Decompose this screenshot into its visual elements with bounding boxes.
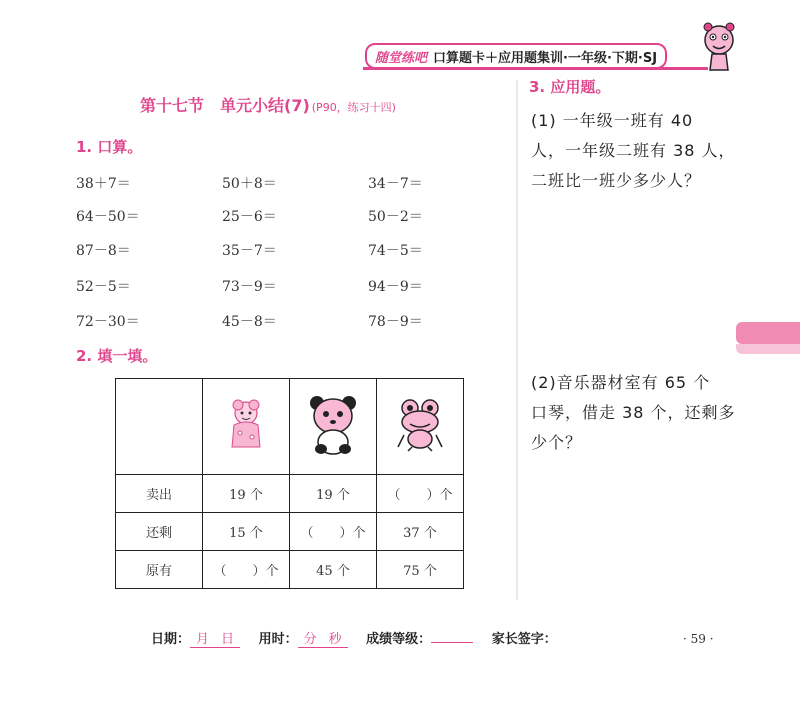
side-tab-shadow xyxy=(736,344,800,354)
calc-item: 74－5＝ xyxy=(368,243,423,259)
banner-highlight: 随堂练吧 xyxy=(375,50,428,66)
table-cell: （ ）个 xyxy=(377,475,464,513)
title-sub: (P90，练习十四) xyxy=(311,101,396,114)
calc-item: 45－8＝ xyxy=(222,314,277,330)
calc-item: 50－2＝ xyxy=(368,209,423,225)
part1-heading: 1. 口算。 xyxy=(76,138,143,156)
date-label: 日期： xyxy=(151,632,191,647)
banner-box xyxy=(365,43,667,69)
footer-bar xyxy=(151,628,557,648)
table-cell: （ ）个 xyxy=(290,513,377,551)
minute-field[interactable]: 分 xyxy=(298,628,323,648)
calc-item: 94－9＝ xyxy=(368,279,423,295)
calc-item: 64－50＝ xyxy=(76,209,140,225)
panda-icon xyxy=(307,394,359,456)
page-title xyxy=(140,93,396,116)
calc-item: 50＋8＝ xyxy=(222,176,277,192)
problem-line: (1) 一年级一班有 40 xyxy=(531,111,694,130)
table-row xyxy=(116,551,464,589)
calc-item: 87－8＝ xyxy=(76,243,131,259)
table-header-panda xyxy=(290,379,377,475)
part2-heading: 2. 填一填。 xyxy=(76,347,158,365)
calc-item: 25－6＝ xyxy=(222,209,277,225)
row-label: 卖出 xyxy=(116,475,203,513)
table-cell: （ ）个 xyxy=(203,551,290,589)
day-field[interactable]: 日 xyxy=(215,628,240,648)
page-number: · 59 · xyxy=(683,632,714,646)
doll-icon xyxy=(224,397,268,453)
calc-item: 72－30＝ xyxy=(76,314,140,330)
side-tab xyxy=(736,322,800,344)
calc-item: 73－9＝ xyxy=(222,279,277,295)
row-label: 原有 xyxy=(116,551,203,589)
problem-1 xyxy=(531,106,736,196)
time-label: 用时： xyxy=(258,632,298,647)
calc-item: 78－9＝ xyxy=(368,314,423,330)
part3-heading: 3. 应用题。 xyxy=(529,78,611,96)
table-row xyxy=(116,475,464,513)
header-banner xyxy=(363,40,708,70)
table-row xyxy=(116,379,464,475)
problem-line: 少个？ xyxy=(531,433,583,452)
fill-table xyxy=(115,378,464,589)
calc-item: 34－7＝ xyxy=(368,176,423,192)
title-main: 第十七节 单元小结(7) xyxy=(140,96,310,115)
sign-label: 家长签字： xyxy=(491,632,557,647)
column-divider xyxy=(516,80,518,600)
frog-icon xyxy=(394,397,446,453)
problem-line: 二班比一班少多少人？ xyxy=(531,171,702,190)
problem-line: 口琴，借走 38 个，还剩多 xyxy=(531,403,736,422)
table-cell: 15 个 xyxy=(203,513,290,551)
table-cell: 19 个 xyxy=(290,475,377,513)
table-corner xyxy=(116,379,203,475)
mascot-icon xyxy=(700,22,738,74)
calc-item: 35－7＝ xyxy=(222,243,277,259)
table-cell: 75 个 xyxy=(377,551,464,589)
table-header-doll xyxy=(203,379,290,475)
table-cell: 37 个 xyxy=(377,513,464,551)
grade-field[interactable] xyxy=(431,642,473,643)
table-cell: 19 个 xyxy=(203,475,290,513)
problem-2 xyxy=(531,368,736,458)
table-cell: 45 个 xyxy=(290,551,377,589)
table-header-frog xyxy=(377,379,464,475)
row-label: 还剩 xyxy=(116,513,203,551)
calc-item: 52－5＝ xyxy=(76,279,131,295)
grade-label: 成绩等级： xyxy=(366,632,432,647)
second-field[interactable]: 秒 xyxy=(323,628,348,648)
problem-line: 人，一年级二班有 38 人， xyxy=(531,141,736,160)
calc-item: 38＋7＝ xyxy=(76,176,131,192)
banner-text: 口算题卡＋应用题集训·一年级·下期·SJ xyxy=(433,50,658,66)
month-field[interactable]: 月 xyxy=(190,628,215,648)
problem-line: (2)音乐器材室有 65 个 xyxy=(531,373,711,392)
table-row xyxy=(116,513,464,551)
